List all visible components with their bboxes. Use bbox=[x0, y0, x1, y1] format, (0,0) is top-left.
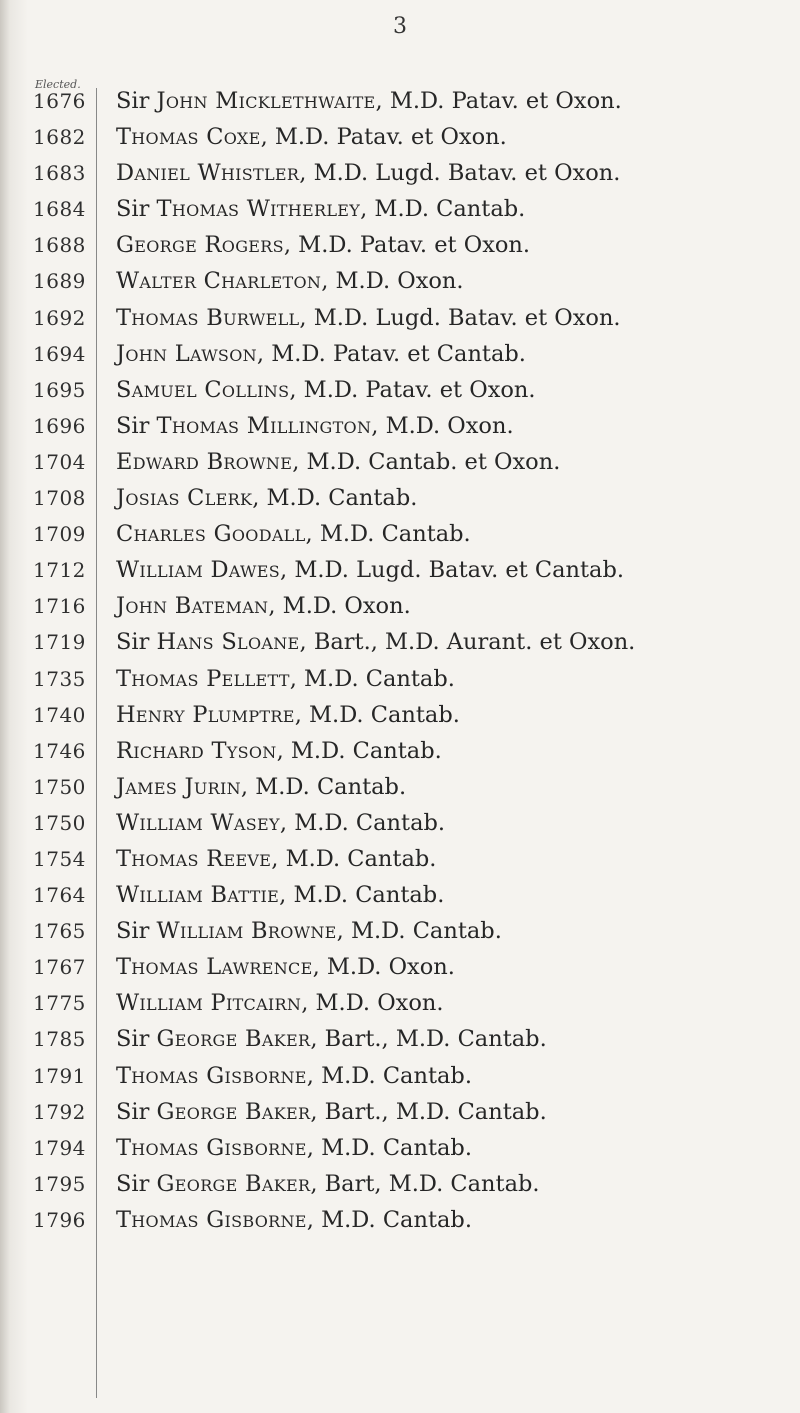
entry-name: James Jurin bbox=[116, 773, 241, 800]
entry-suffix: , M.D. Cantab. bbox=[360, 196, 526, 223]
list-item bbox=[0, 918, 800, 954]
entry-suffix: , M.D. Cantab. bbox=[305, 521, 471, 548]
entry-year: 1767 bbox=[33, 955, 86, 980]
entry-suffix: , M.D. Oxon. bbox=[371, 412, 514, 439]
entry-suffix: , M.D. Cantab. bbox=[294, 701, 460, 728]
entry-year: 1792 bbox=[33, 1099, 86, 1124]
entry-text bbox=[96, 990, 444, 1016]
entry-text bbox=[96, 449, 560, 475]
entry-suffix: , M.D. Cantab. bbox=[306, 1134, 472, 1161]
list-item bbox=[0, 1099, 800, 1135]
entry-suffix: , M.D. Lugd. Batav. et Cantab. bbox=[280, 557, 625, 584]
list-item bbox=[0, 810, 800, 846]
entry-text bbox=[96, 341, 526, 367]
entry-name: Thomas Burwell bbox=[116, 304, 300, 331]
list-item bbox=[0, 1135, 800, 1171]
entry-suffix: , Bart, M.D. Cantab. bbox=[310, 1170, 540, 1197]
page-number: 3 bbox=[393, 14, 407, 39]
list-item bbox=[0, 521, 800, 557]
list-item bbox=[0, 485, 800, 521]
entry-name: Thomas Gisborne bbox=[116, 1134, 307, 1161]
entry-name: George Baker bbox=[156, 1170, 311, 1197]
entry-year: 1740 bbox=[33, 702, 86, 727]
entry-suffix: , M.D. Cantab. bbox=[279, 809, 446, 836]
entry-name: Thomas Witherley bbox=[156, 196, 361, 223]
entry-year: 1750 bbox=[33, 810, 86, 835]
entry-text bbox=[96, 918, 502, 944]
entry-suffix: , M.D. Lugd. Batav. et Oxon. bbox=[299, 304, 621, 331]
entry-text bbox=[96, 593, 411, 619]
entry-suffix: , Bart., M.D. Cantab. bbox=[310, 1026, 547, 1053]
list-item bbox=[0, 1063, 800, 1099]
entry-name: John Lawson bbox=[116, 340, 257, 367]
entry-year: 1696 bbox=[33, 413, 86, 438]
list-item bbox=[0, 413, 800, 449]
entry-suffix: , M.D. Oxon. bbox=[268, 593, 411, 620]
entry-name: Thomas Gisborne bbox=[116, 1206, 307, 1233]
entry-text bbox=[96, 738, 442, 764]
entry-name: Henry Plumptre bbox=[116, 701, 295, 728]
entry-text bbox=[96, 196, 525, 222]
entry-suffix: , M.D. Cantab. bbox=[240, 773, 407, 800]
entry-text bbox=[96, 1063, 472, 1089]
entry-year: 1704 bbox=[33, 449, 86, 474]
entry-suffix: , M.D. Cantab. bbox=[279, 882, 445, 909]
entry-year: 1676 bbox=[33, 89, 86, 113]
entry-text bbox=[96, 377, 536, 403]
entry-text bbox=[96, 629, 635, 655]
entry-year: 1688 bbox=[33, 233, 86, 258]
list-item bbox=[0, 954, 800, 990]
entry-text bbox=[96, 774, 406, 800]
entry-name: John Micklethwaite bbox=[156, 88, 376, 114]
entry-prefix: Sir bbox=[116, 1026, 157, 1053]
entry-suffix: , M.D. Cantab. bbox=[336, 918, 502, 945]
entry-suffix: , M.D. Cantab. bbox=[289, 665, 455, 692]
entry-text bbox=[96, 1171, 540, 1197]
entry-suffix: , Bart., M.D. Cantab. bbox=[310, 1098, 547, 1125]
list-item bbox=[0, 160, 800, 196]
entry-suffix: , M.D. Oxon. bbox=[301, 990, 444, 1017]
entry-suffix: , M.D. Patav. et Oxon. bbox=[260, 124, 507, 151]
entry-year: 1775 bbox=[33, 991, 86, 1016]
list-item bbox=[0, 846, 800, 882]
entry-year: 1708 bbox=[33, 486, 86, 511]
entry-prefix: Sir bbox=[116, 629, 157, 656]
list-item bbox=[0, 88, 800, 124]
entry-name: William Dawes bbox=[116, 557, 281, 584]
entry-year: 1716 bbox=[33, 594, 86, 619]
entry-name: Daniel Whistler bbox=[116, 160, 300, 187]
entry-name: Hans Sloane bbox=[156, 629, 300, 656]
entry-text bbox=[96, 666, 455, 692]
entry-year: 1796 bbox=[33, 1207, 86, 1232]
entry-year: 1709 bbox=[33, 522, 86, 547]
entry-suffix: , M.D. Patav. et Oxon. bbox=[283, 232, 531, 259]
entry-year: 1712 bbox=[33, 558, 86, 583]
list-item bbox=[0, 1207, 800, 1243]
entry-name: Walter Charleton bbox=[116, 268, 322, 295]
entry-name: William Browne bbox=[156, 918, 337, 945]
entry-prefix: Sir bbox=[116, 412, 157, 439]
entry-name: John Bateman bbox=[116, 593, 269, 620]
list-item bbox=[0, 629, 800, 665]
entry-name: George Baker bbox=[156, 1026, 311, 1053]
entry-name: Samuel Collins bbox=[116, 376, 290, 403]
entry-year: 1750 bbox=[33, 774, 86, 799]
entry-year: 1682 bbox=[33, 125, 86, 150]
list-item bbox=[0, 557, 800, 593]
list-item bbox=[0, 305, 800, 341]
entry-text bbox=[96, 232, 530, 258]
entry-text bbox=[96, 882, 444, 908]
entry-name: Thomas Pellett bbox=[116, 665, 290, 692]
list-item bbox=[0, 990, 800, 1026]
entry-text bbox=[96, 305, 621, 331]
entry-suffix: , M.D. Lugd. Batav. et Oxon. bbox=[299, 160, 621, 187]
list-item bbox=[0, 1171, 800, 1207]
entry-name: Thomas Coxe bbox=[116, 124, 261, 151]
entry-year: 1695 bbox=[33, 377, 86, 402]
entry-suffix: , M.D. Cantab. bbox=[271, 845, 437, 872]
entry-year: 1791 bbox=[33, 1063, 86, 1088]
list-item bbox=[0, 124, 800, 160]
list-item bbox=[0, 1026, 800, 1062]
entry-prefix: Sir bbox=[116, 88, 157, 114]
entry-text bbox=[96, 954, 455, 980]
entry-suffix: , M.D. Cantab. et Oxon. bbox=[292, 448, 561, 475]
entry-name: Charles Goodall bbox=[116, 521, 306, 548]
list-item bbox=[0, 196, 800, 232]
entry-suffix: , M.D. Cantab. bbox=[252, 485, 418, 512]
entry-text bbox=[96, 702, 460, 728]
presidents-list bbox=[0, 88, 800, 1243]
entry-year: 1689 bbox=[33, 269, 86, 294]
entry-year: 1795 bbox=[33, 1171, 86, 1196]
list-item bbox=[0, 593, 800, 629]
entry-suffix: , M.D. Cantab. bbox=[306, 1206, 472, 1233]
entry-name: Thomas Millington bbox=[156, 412, 372, 439]
entry-text bbox=[96, 846, 436, 872]
list-item bbox=[0, 702, 800, 738]
entry-prefix: Sir bbox=[116, 196, 157, 223]
entry-suffix: , M.D. Oxon. bbox=[312, 954, 455, 981]
list-item bbox=[0, 738, 800, 774]
entry-text bbox=[96, 1207, 472, 1233]
entry-name: Thomas Reeve bbox=[116, 845, 272, 872]
entry-name: William Wasey bbox=[116, 809, 280, 836]
list-item bbox=[0, 268, 800, 304]
entry-text bbox=[96, 485, 417, 511]
entry-year: 1754 bbox=[33, 846, 86, 871]
entry-year: 1683 bbox=[33, 161, 86, 186]
entry-year: 1746 bbox=[33, 738, 86, 763]
list-item bbox=[0, 666, 800, 702]
entry-name: Edward Browne bbox=[116, 448, 293, 475]
elected-column-header: Elected. bbox=[35, 78, 81, 91]
entry-suffix: , M.D. Oxon. bbox=[321, 268, 464, 295]
entry-year: 1684 bbox=[33, 197, 86, 222]
entry-suffix: , M.D. Patav. et Cantab. bbox=[256, 340, 526, 367]
entry-text bbox=[96, 268, 464, 294]
entry-year: 1692 bbox=[33, 305, 86, 330]
list-item bbox=[0, 449, 800, 485]
entry-suffix: , Bart., M.D. Aurant. et Oxon. bbox=[299, 629, 636, 656]
entry-name: George Rogers bbox=[116, 232, 284, 259]
entry-name: Josias Clerk bbox=[116, 485, 253, 512]
entry-name: William Pitcairn bbox=[116, 990, 302, 1017]
entry-suffix: , M.D. Cantab. bbox=[276, 737, 442, 764]
entry-text bbox=[96, 1135, 472, 1161]
entry-prefix: Sir bbox=[116, 1098, 157, 1125]
entry-year: 1735 bbox=[33, 666, 86, 691]
entry-name: William Battie bbox=[116, 882, 280, 909]
entry-year: 1764 bbox=[33, 883, 86, 908]
entry-text bbox=[96, 521, 471, 547]
entry-name: Richard Tyson bbox=[116, 737, 277, 764]
entry-year: 1765 bbox=[33, 919, 86, 944]
entry-year: 1719 bbox=[33, 630, 86, 655]
entry-name: Thomas Gisborne bbox=[116, 1062, 307, 1089]
entry-text bbox=[96, 557, 624, 583]
entry-text bbox=[96, 88, 622, 114]
entry-prefix: Sir bbox=[116, 1170, 157, 1197]
entry-text bbox=[96, 1026, 547, 1052]
entry-year: 1694 bbox=[33, 341, 86, 366]
entry-text bbox=[96, 810, 445, 836]
entry-text bbox=[96, 1099, 547, 1125]
entry-year: 1785 bbox=[33, 1027, 86, 1052]
entry-text bbox=[96, 124, 507, 150]
entry-suffix: , M.D. Patav. et Oxon. bbox=[289, 376, 536, 403]
list-item bbox=[0, 774, 800, 810]
entry-year: 1794 bbox=[33, 1135, 86, 1160]
list-item bbox=[0, 377, 800, 413]
entry-suffix: , M.D. Patav. et Oxon. bbox=[375, 88, 622, 114]
entry-suffix: , M.D. Cantab. bbox=[306, 1062, 472, 1089]
entry-name: Thomas Lawrence bbox=[116, 954, 313, 981]
entry-text bbox=[96, 160, 620, 186]
entry-prefix: Sir bbox=[116, 918, 157, 945]
entry-text bbox=[96, 413, 514, 439]
list-item bbox=[0, 882, 800, 918]
list-item bbox=[0, 341, 800, 377]
entry-name: George Baker bbox=[156, 1098, 311, 1125]
list-item bbox=[0, 232, 800, 268]
